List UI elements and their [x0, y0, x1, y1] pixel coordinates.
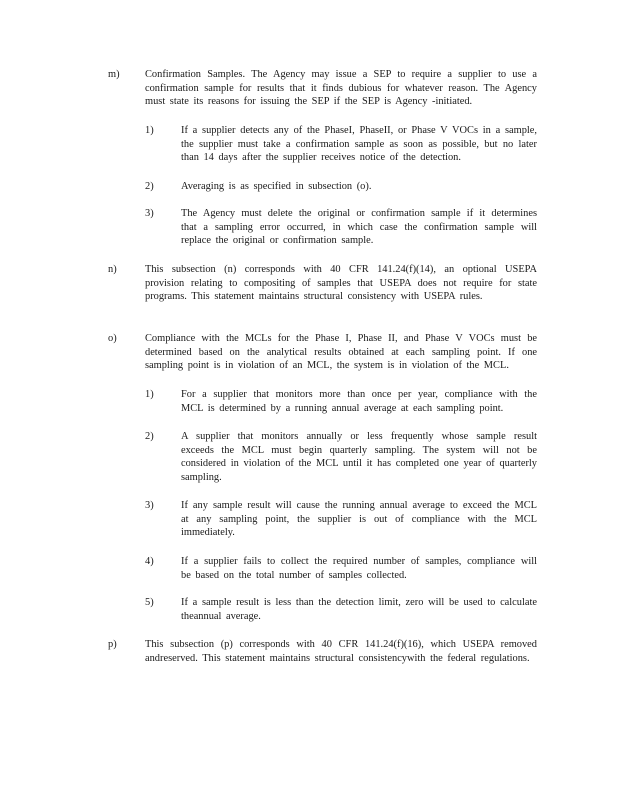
- paragraph-label: 3): [145, 208, 154, 219]
- paragraph-text: For a supplier that monitors more than once per year, compliance with the MCL is determined by a running annual average at each sampling point.: [181, 389, 537, 414]
- paragraph-label: 4): [145, 556, 154, 567]
- paragraph-text: If a supplier fails to collect the required number of samples, compliance will be based on the total number of samples collected.: [181, 556, 537, 581]
- subsection-text: This subsection (n) corresponds with 40 CFR 141.24(f)(14), an optional USEPA provision relating to compositing of samples that USEPA does not require for state programs. This statement maintains structural consistency with USEPA rules.: [145, 264, 537, 303]
- paragraph-text: If a sample result is less than the detection limit, zero will be used to calculate theannual average.: [181, 597, 537, 622]
- subsection-text: This subsection (p) corresponds with 40 CFR 141.24(f)(16), which USEPA removed andreserved. This statement maintains structural consistencywith the federal regulations.: [145, 639, 537, 664]
- paragraph-label: 1): [145, 125, 154, 136]
- subsection-label: p): [108, 639, 117, 650]
- paragraph-text: Averaging is as specified in subsection (o).: [181, 181, 372, 192]
- paragraph-label: 1): [145, 389, 154, 400]
- subsection-label: m): [108, 69, 120, 80]
- paragraph-label: 3): [145, 500, 154, 511]
- subsection-text: Confirmation Samples. The Agency may issue a SEP to require a supplier to use a confirmation sample for results that it finds dubious for whatever reason. The Agency must state its reasons for issuing the SEP if the SEP is Agency -initiated.: [145, 69, 537, 108]
- paragraph-text: If a supplier detects any of the PhaseI, PhaseII, or Phase V VOCs in a sample, the supplier must take a confirmation sample as soon as possible, but no later than 14 days after the supplier receives notice of the detection.: [181, 125, 537, 164]
- paragraph-text: The Agency must delete the original or confirmation sample if it determines that a sampling error occurred, in which case the confirmation sample will replace the original or confirmation sample.: [181, 208, 537, 247]
- subsection-label: n): [108, 264, 117, 275]
- paragraph-label: 2): [145, 181, 154, 192]
- paragraph-label: 2): [145, 431, 154, 442]
- paragraph-text: A supplier that monitors annually or less frequently whose sample result exceeds the MCL must begin quarterly sampling. The system will not be considered in violation of the MCL until it has completed one year of quarterly sampling.: [181, 431, 537, 483]
- paragraph-label: 5): [145, 597, 154, 608]
- paragraph-text: If any sample result will cause the running annual average to exceed the MCL at any sampling point, the supplier is out of compliance with the MCL immediately.: [181, 500, 537, 539]
- subsection-text: Compliance with the MCLs for the Phase I, Phase II, and Phase V VOCs must be determined based on the analytical results obtained at each sampling point. If one sampling point is in violation of an MCL, the system is in violation of the MCL.: [145, 333, 537, 372]
- subsection-label: o): [108, 333, 117, 344]
